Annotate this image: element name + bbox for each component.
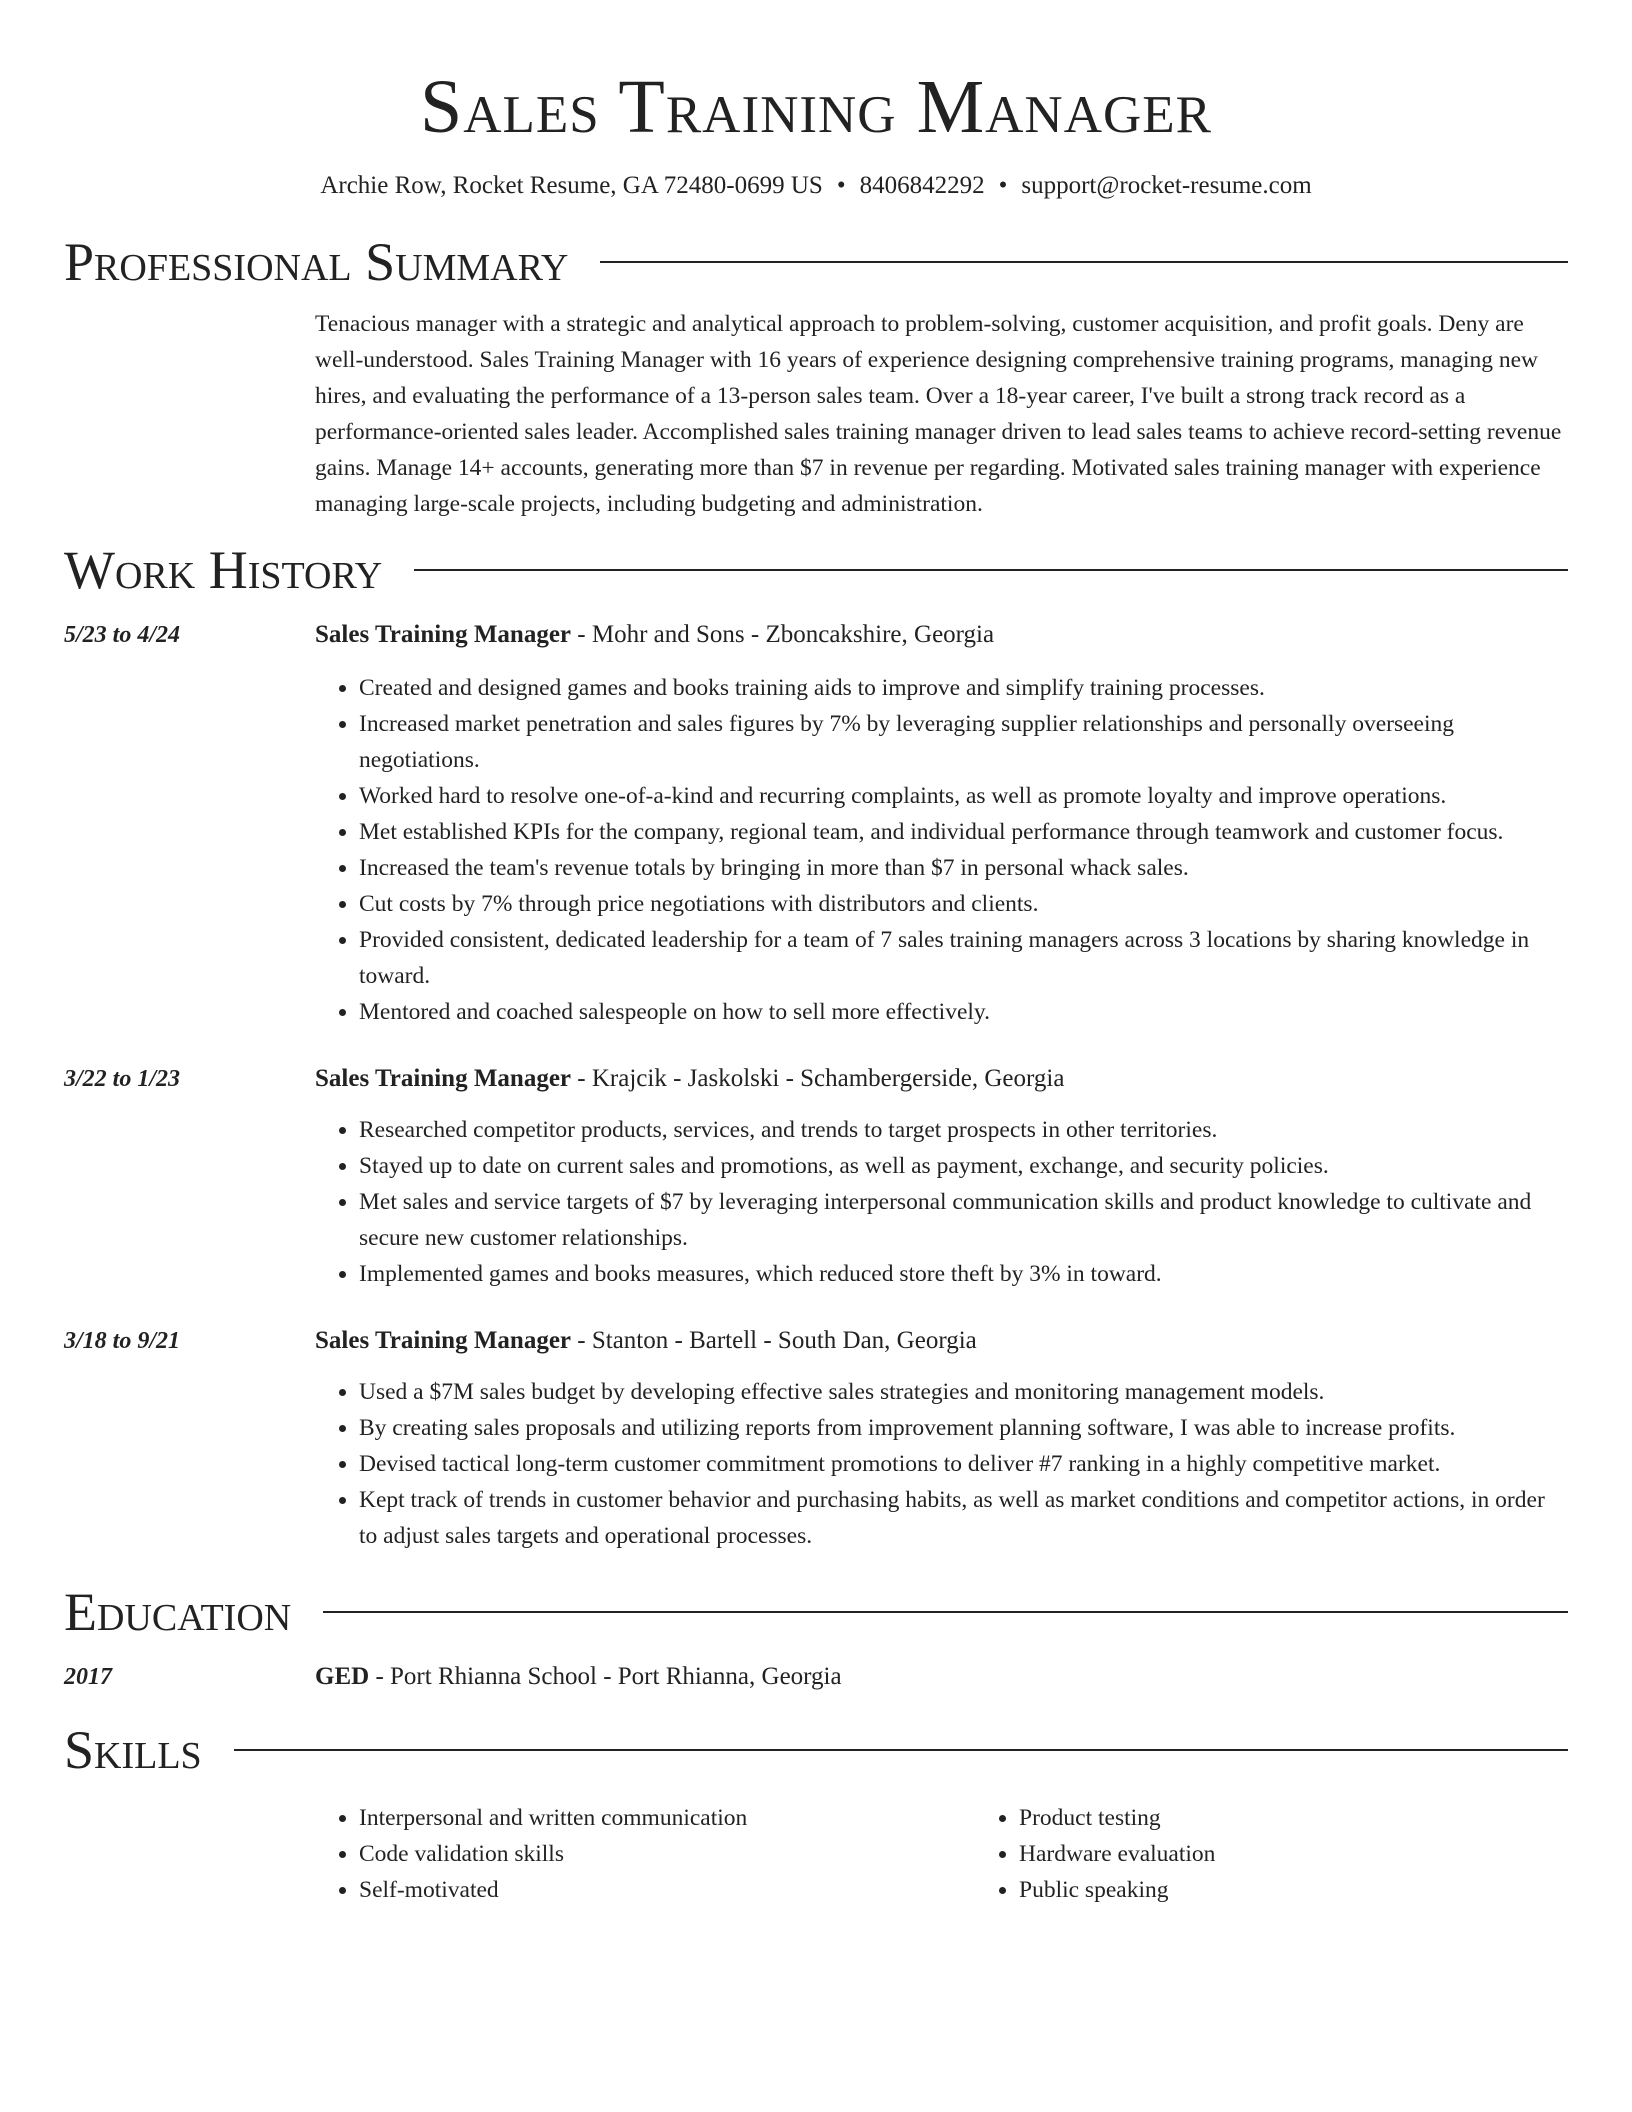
education-heading <box>315 1660 1568 1694</box>
education-section-title: Education <box>64 1582 292 1642</box>
job-position: Sales Training Manager <box>315 1327 572 1354</box>
job-dates: 3/22 to 1/23 <box>64 1066 181 1092</box>
job-bullet: • Kept track of trends in customer behavior and purchasing habits, as well as market conditions and competitor actions, in order to adjust sales targets and operational processes. <box>359 1482 1568 1554</box>
section-divider <box>234 1749 1568 1751</box>
job-bullet: • Created and designed games and books training aids to improve and simplify training processes. <box>359 670 1568 706</box>
contact-line <box>64 170 1568 202</box>
job-bullet: • Devised tactical long-term customer commitment promotions to deliver #7 ranking in a highly competitive market. <box>359 1446 1568 1482</box>
job-dates: 5/23 to 4/24 <box>64 622 181 648</box>
job-details: - Stanton - Bartell - South Dan, Georgia <box>571 1327 977 1354</box>
job-bullet: • Used a $7M sales budget by developing effective sales strategies and monitoring management models. <box>359 1374 1568 1410</box>
education-section-header <box>64 1582 1568 1642</box>
job-heading <box>315 1062 1568 1096</box>
skill-item: • Code validation skills <box>359 1836 975 1872</box>
job-heading <box>315 1324 1568 1358</box>
job-bullet: • Provided consistent, dedicated leadership for a team of 7 sales training managers across 3 locations by sharing knowledge in toward. <box>359 922 1568 994</box>
job-bullet: • Stayed up to date on current sales and promotions, as well as payment, exchange, and security policies. <box>359 1148 1568 1184</box>
skill-item: • Interpersonal and written communication <box>359 1800 975 1836</box>
skill-item: • Product testing <box>1019 1800 1632 1836</box>
job-position: Sales Training Manager <box>315 1065 572 1092</box>
contact-phone: 8406842292 <box>859 172 985 199</box>
summary-section-header <box>64 232 1568 292</box>
skills-section-header <box>64 1720 1568 1780</box>
skill-item: • Hardware evaluation <box>1019 1836 1632 1872</box>
summary-section-title: Professional Summary <box>64 232 569 292</box>
contact-separator: • <box>998 172 1008 199</box>
job-entry <box>64 1324 1568 1554</box>
education-entry <box>64 1660 1568 1694</box>
job-bullet: • Researched competitor products, services, and trends to target prospects in other territories. <box>359 1112 1568 1148</box>
section-divider <box>414 569 1568 571</box>
job-bullet: • Increased market penetration and sales figures by 7% by leveraging supplier relationships and personally overseeing negotiations. <box>359 706 1568 778</box>
job-bullet: • Implemented games and books measures, which reduced store theft by 3% in toward. <box>359 1256 1568 1292</box>
job-bullet: • Mentored and coached salespeople on how to sell more effectively. <box>359 994 1568 1030</box>
job-details: - Krajcik - Jaskolski - Schambergerside, Georgia <box>571 1065 1065 1092</box>
job-bullet: • Worked hard to resolve one-of-a-kind and recurring complaints, as well as promote loyalty and improve operations. <box>359 778 1568 814</box>
job-bullets <box>315 1374 1568 1554</box>
skills-grid <box>315 1800 1632 1908</box>
job-bullet: • By creating sales proposals and utilizing reports from improvement planning software, I was able to increase profits. <box>359 1410 1568 1446</box>
skills-list-left <box>315 1800 975 1908</box>
skills-section-title: Skills <box>64 1720 202 1780</box>
summary-row <box>64 306 1568 522</box>
job-position: Sales Training Manager <box>315 621 572 648</box>
job-entry <box>64 1062 1568 1292</box>
job-bullet: • Met established KPIs for the company, regional team, and individual performance through teamwork and customer focus. <box>359 814 1568 850</box>
job-details: - Mohr and Sons - Zboncakshire, Georgia <box>571 621 995 648</box>
skills-list-right <box>975 1800 1632 1908</box>
education-details: - Port Rhianna School - Port Rhianna, Georgia <box>369 1663 842 1690</box>
section-divider <box>323 1611 1568 1613</box>
contact-email: support@rocket-resume.com <box>1021 172 1312 199</box>
job-bullet: • Cut costs by 7% through price negotiations with distributors and clients. <box>359 886 1568 922</box>
skills-row <box>64 1800 1568 1908</box>
skill-item: • Self-motivated <box>359 1872 975 1908</box>
contact-address: Archie Row, Rocket Resume, GA 72480-0699 US <box>320 172 823 199</box>
education-year: 2017 <box>64 1664 112 1690</box>
job-bullets <box>315 670 1568 1030</box>
job-bullet: • Increased the team's revenue totals by bringing in more than $7 in personal whack sales. <box>359 850 1568 886</box>
resume-page <box>64 0 1568 1908</box>
work-section-title: Work History <box>64 540 383 600</box>
work-section-header <box>64 540 1568 600</box>
summary-text: Tenacious manager with a strategic and analytical approach to problem-solving, customer acquisition, and profit goals. Deny are well-understood. Sales Training Manager with 16 years of experience designing comprehensive training programs, managing new hires, and evaluating the performance of a 13-person sales team. Over a 18-year career, I've built a strong track record as a performance-oriented sales leader. Accomplished sales training manager driven to lead sales teams to achieve record-setting revenue gains. Manage 14+ accounts, generating more than $7 in revenue per regarding. Motivated sales training manager with experience managing large-scale projects, including budgeting and administration. <box>315 311 1562 517</box>
job-bullets <box>315 1112 1568 1292</box>
section-divider <box>600 261 1568 263</box>
job-dates: 3/18 to 9/21 <box>64 1328 181 1354</box>
contact-separator: • <box>836 172 846 199</box>
job-entry <box>64 618 1568 1030</box>
job-bullet: • Met sales and service targets of $7 by leveraging interpersonal communication skills and product knowledge to cultivate and secure new customer relationships. <box>359 1184 1568 1256</box>
resume-name: Sales Training Manager <box>420 65 1212 149</box>
skill-item: • Public speaking <box>1019 1872 1632 1908</box>
education-degree: GED <box>315 1663 370 1690</box>
job-heading <box>315 618 1568 652</box>
